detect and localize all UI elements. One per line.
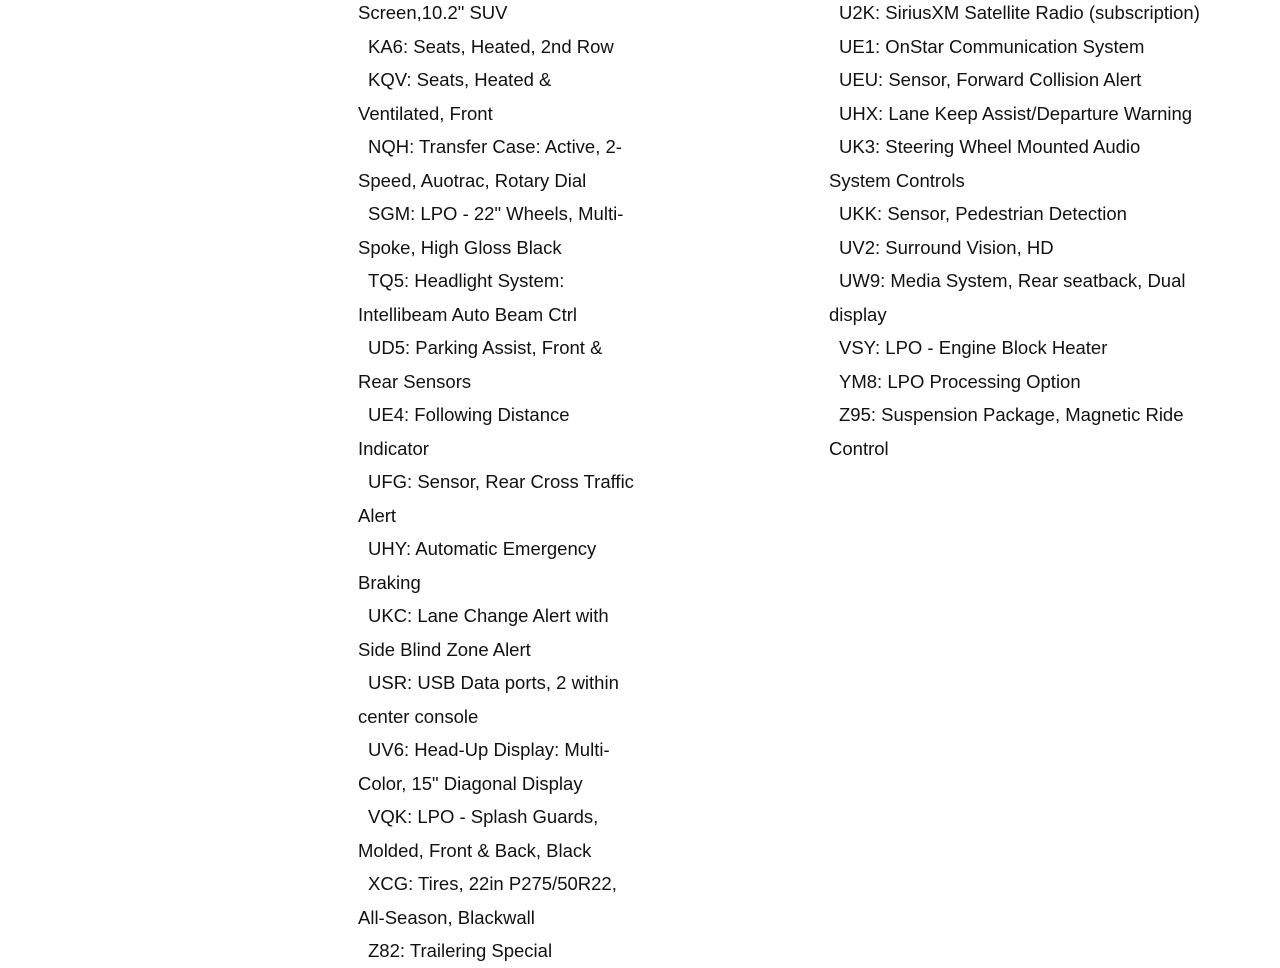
option-continuation-line: Side Blind Zone Alert: [358, 638, 531, 660]
option-line: UHX: Lane Keep Assist/Departure Warning: [839, 102, 1193, 124]
option-continuation-line: Spoke, High Gloss Black: [358, 236, 562, 258]
option-line: VSY: LPO - Engine Block Heater: [839, 337, 1108, 358]
option-continuation-line: Screen,10.2" SUV: [358, 2, 508, 23]
option-line: KA6: Seats, Heated, 2nd Row: [368, 35, 614, 57]
option-line: USR: USB Data ports, 2 within: [368, 672, 619, 693]
option-line: XCG: Tires, 22in P275/50R22,: [368, 873, 617, 894]
option-continuation-line: Ventilated, Front: [358, 102, 493, 124]
option-line: UE1: OnStar Communication System: [839, 35, 1145, 57]
option-line: UFG: Sensor, Rear Cross Traffic: [368, 471, 634, 492]
option-continuation-line: Intellibeam Auto Beam Ctrl: [358, 303, 578, 325]
option-continuation-line: Control: [829, 437, 889, 459]
option-continuation-line: Alert: [358, 504, 397, 526]
option-line: UD5: Parking Assist, Front &: [368, 337, 603, 358]
option-line: YM8: LPO Processing Option: [839, 370, 1081, 392]
option-line: UW9: Media System, Rear seatback, Dual: [839, 270, 1186, 291]
option-continuation-line: center console: [358, 705, 479, 727]
option-line: VQK: LPO - Splash Guards,: [368, 806, 599, 827]
option-continuation-line: Rear Sensors: [358, 370, 472, 392]
option-line: TQ5: Headlight System:: [368, 270, 565, 291]
option-continuation-line: Braking: [358, 571, 421, 593]
option-line: UV6: Head-Up Display: Multi-: [368, 739, 610, 760]
option-continuation-line: System Controls: [829, 169, 965, 191]
option-continuation-line: Molded, Front & Back, Black: [358, 839, 592, 861]
option-continuation-line: Color, 15" Diagonal Display: [358, 772, 583, 794]
option-line: KQV: Seats, Heated &: [368, 69, 552, 90]
option-continuation-line: Indicator: [358, 437, 429, 459]
option-line: U2K: SiriusXM Satellite Radio (subscription): [839, 2, 1200, 23]
option-line: UEU: Sensor, Forward Collision Alert: [839, 69, 1142, 90]
option-continuation-line: display: [829, 303, 887, 325]
option-line: SGM: LPO - 22" Wheels, Multi-: [368, 203, 624, 224]
option-line: Z82: Trailering Special: [368, 940, 553, 961]
option-line: UK3: Steering Wheel Mounted Audio: [839, 136, 1141, 157]
option-line: UE4: Following Distance: [368, 404, 570, 425]
option-line: NQH: Transfer Case: Active, 2-: [368, 136, 622, 157]
option-line: UKK: Sensor, Pedestrian Detection: [839, 203, 1127, 224]
option-continuation-line: All-Season, Blackwall: [358, 906, 535, 928]
option-line: Z95: Suspension Package, Magnetic Ride: [839, 404, 1184, 425]
options-list-left: [358, 0, 658, 968]
option-line: UV2: Surround Vision, HD: [839, 236, 1054, 258]
option-line: UKC: Lane Change Alert with: [368, 605, 609, 626]
options-list-right: [829, 0, 1249, 465]
option-continuation-line: Speed, Auotrac, Rotary Dial: [358, 169, 587, 191]
option-line: UHY: Automatic Emergency: [368, 538, 597, 559]
